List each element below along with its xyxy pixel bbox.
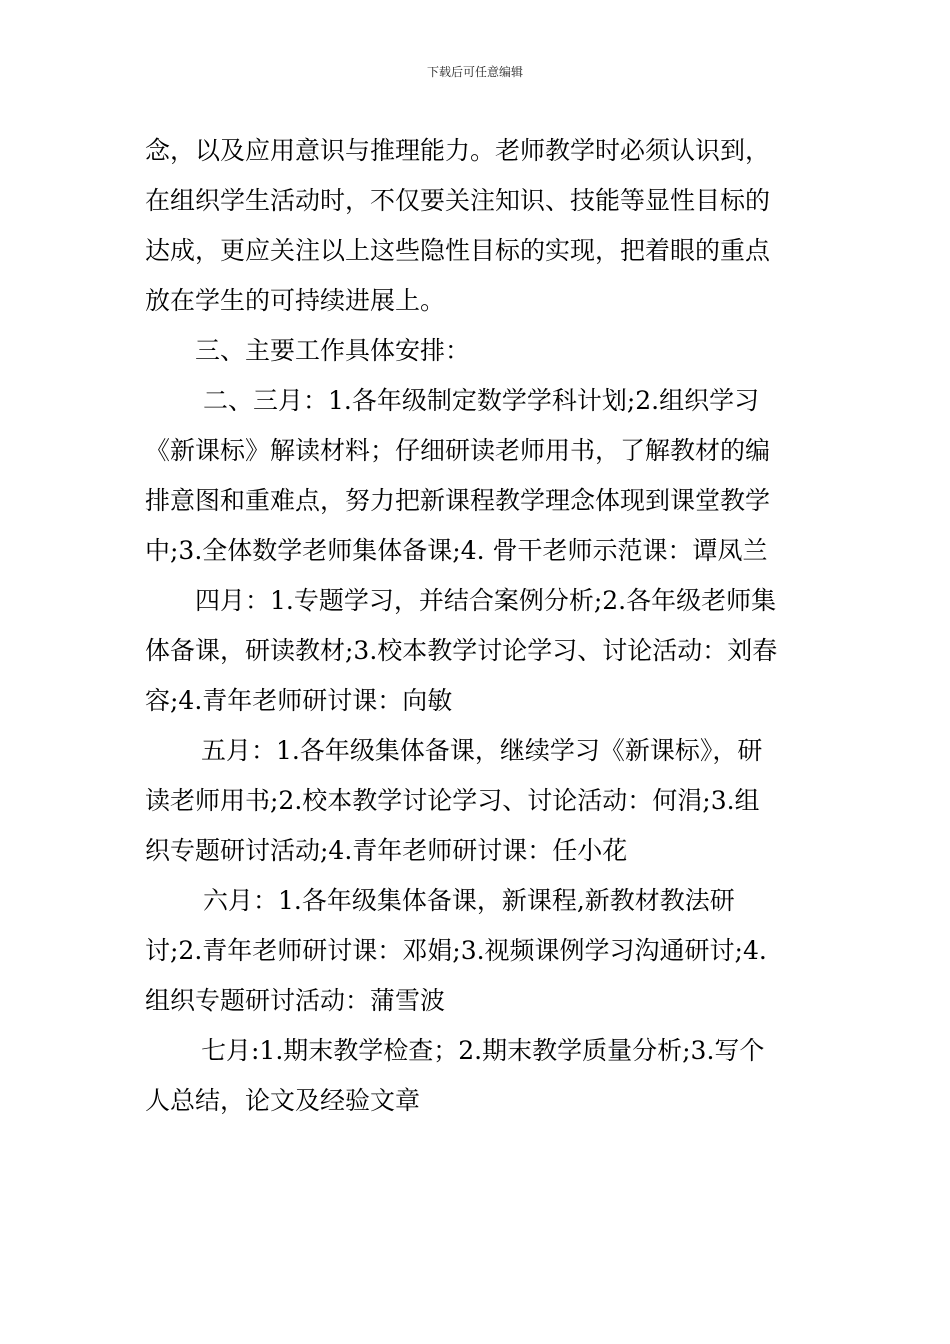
text-line: 读老师用书;2.校本教学讨论学习、讨论活动：何涓;3.组	[145, 786, 760, 815]
text-line: 中;3.全体数学老师集体备课;4. 骨干老师示范课：谭凤兰	[145, 536, 768, 565]
text-line: 二、三月：1.各年级制定数学学科计划;2.组织学习	[203, 386, 760, 415]
text-line: 排意图和重难点，努力把新课程教学理念体现到课堂教学	[145, 486, 771, 515]
text-line: 达成，更应关注以上这些隐性目标的实现，把着眼的重点	[145, 236, 771, 265]
text-line: 六月：1.各年级集体备课，新课程,新教材教法研	[203, 886, 735, 915]
document-body	[145, 126, 810, 1126]
text-line: 体备课，研读教材;3.校本教学讨论学习、讨论活动：刘春	[145, 636, 778, 665]
text-line: 组织专题研讨活动：蒲雪波	[145, 986, 446, 1015]
text-line: 四月：1.专题学习，并结合案例分析;2.各年级老师集	[195, 586, 777, 615]
page-header: 下载后可任意编辑	[426, 65, 523, 79]
text-line: 讨;2.青年老师研讨课：邓娟;3.视频课例学习沟通研讨;4.	[145, 936, 767, 965]
text-line: 放在学生的可持续进展上。	[145, 286, 446, 315]
text-line: 容;4.青年老师研讨课：向敏	[145, 686, 453, 715]
text-line: 七月:1.期末教学检查；2.期末教学质量分析;3.写个	[201, 1036, 765, 1065]
text-line: 在组织学生活动时，不仅要关注知识、技能等显性目标的	[145, 186, 771, 215]
text-line: 人总结，论文及经验文章	[145, 1086, 421, 1115]
section-heading: 三、主要工作具体安排：	[195, 336, 471, 365]
text-line: 《新课标》解读材料；仔细研读老师用书，了解教材的编	[145, 436, 771, 465]
text-line: 五月：1.各年级集体备课，继续学习《新课标》，研	[201, 736, 763, 765]
text-line: 念，以及应用意识与推理能力。老师教学时必须认识到，	[145, 136, 771, 165]
text-line: 织专题研讨活动;4.青年老师研讨课：任小花	[145, 836, 628, 865]
